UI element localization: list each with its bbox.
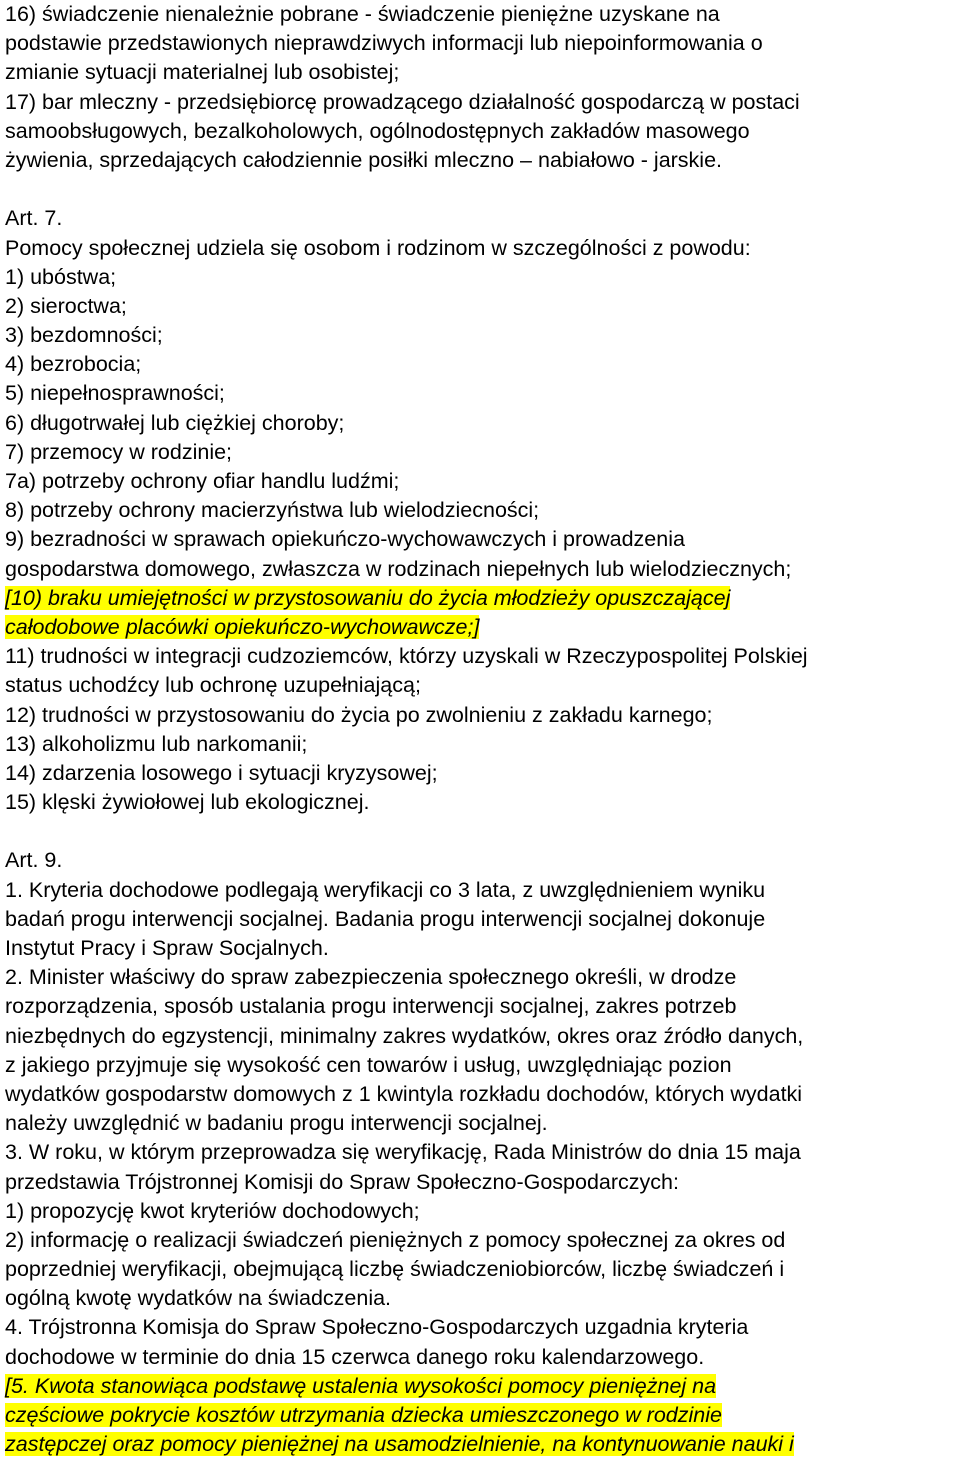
article-heading: Art. 7. xyxy=(5,206,63,231)
text-line: ogólną kwotę wydatków na świadczenia. xyxy=(5,1286,392,1311)
highlighted-text-line xyxy=(5,584,955,613)
highlighted-text-line xyxy=(5,1372,955,1401)
text-line: żywienia, sprzedających całodziennie posiłki mleczno – nabiałowo - jarskie. xyxy=(5,147,723,172)
list-item: 7) przemocy w rodzinie; xyxy=(5,439,233,464)
text-line: podstawie przedstawionych nieprawdziwych informacji lub niepoinformowania o xyxy=(5,31,763,56)
highlighted-text-line xyxy=(5,613,955,642)
list-item: 7a) potrzeby ochrony ofiar handlu ludźmi; xyxy=(5,469,400,493)
list-item: 3) bezdomności; xyxy=(5,323,163,348)
text-line: 2) informację o realizacji świadczeń pieniężnych z pomocy społecznej za okres od xyxy=(5,1227,786,1252)
text-line: 3. W roku, w którym przeprowadza się weryfikację, Rada Ministrów do dnia 15 maja xyxy=(5,1140,801,1165)
text-line: badań progu interwencji socjalnej. Badania progu interwencji socjalnej dokonuje xyxy=(5,906,766,931)
list-item: 2) sieroctwa; xyxy=(5,293,127,318)
list-item: 9) bezradności w sprawach opiekuńczo-wychowawczych i prowadzenia xyxy=(5,527,685,552)
text-line: 1) propozycję kwot kryteriów dochodowych; xyxy=(5,1198,420,1223)
highlighted-text-line xyxy=(5,1401,955,1430)
paragraph-gap xyxy=(5,817,955,846)
list-item: 15) klęski żywiołowej lub ekologicznej. xyxy=(5,790,370,815)
text-line: dochodowe w terminie do dnia 15 czerwca danego roku kalendarzowego. xyxy=(5,1344,705,1369)
paragraph-gap xyxy=(5,175,955,204)
text-line: z jakiego przyjmuje się wysokość cen towarów i usług, uwzględniając pozion xyxy=(5,1052,732,1077)
text-line: przedstawia Trójstronnej Komisji do Spraw Społeczno-Gospodarczych: xyxy=(5,1169,679,1194)
highlight-mark: zastępczej oraz pomocy pieniężnej na usamodzielnienie, na kontynuowanie nauki i xyxy=(5,1432,794,1457)
article-intro: Pomocy społecznej udziela się osobom i rodzinom w szczególności z powodu: xyxy=(5,235,751,260)
list-item: 1) ubóstwa; xyxy=(5,264,117,289)
list-item: 12) trudności w przystosowaniu do życia po zwolnieniu z zakładu karnego; xyxy=(5,702,713,727)
text-line: zmianie sytuacji materialnej lub osobistej; xyxy=(5,60,400,85)
text-line: 4. Trójstronna Komisja do Spraw Społeczno-Gospodarczych uzgadnia kryteria xyxy=(5,1315,749,1340)
highlight-mark: całodobowe placówki opiekuńczo-wychowawcze;] xyxy=(5,614,480,639)
text-line: wydatków gospodarstw domowych z 1 kwintyla rozkładu dochodów, których wydatki xyxy=(5,1081,803,1106)
article-9 xyxy=(5,846,955,1459)
article-7 xyxy=(5,204,955,817)
highlight-mark: [10) braku umiejętności w przystosowaniu do życia młodzieży opuszczającej xyxy=(5,585,731,610)
list-item: 8) potrzeby ochrony macierzyństwa lub wielodziecności; xyxy=(5,498,540,523)
list-item: 13) alkoholizmu lub narkomanii; xyxy=(5,731,308,756)
list-item: gospodarstwa domowego, zwłaszcza w rodzinach niepełnych lub wielodziecznych; xyxy=(5,556,792,581)
list-item: 11) trudności w integracji cudzoziemców, którzy uzyskali w Rzeczypospolitej Polskiej xyxy=(5,644,808,669)
highlighted-text-line xyxy=(5,1430,955,1459)
list-item: 6) długotrwałej lub ciężkiej choroby; xyxy=(5,410,345,435)
text-line: 2. Minister właściwy do spraw zabezpieczenia społecznego określi, w drodze xyxy=(5,965,737,990)
text-line: rozporządzenia, sposób ustalania progu interwencji socjalnej, zakres potrzeb xyxy=(5,994,737,1019)
text-line: niezbędnych do egzystencji, minimalny zakres wydatków, okres oraz źródło danych, xyxy=(5,1023,804,1048)
highlight-mark: [5. Kwota stanowiąca podstawę ustalenia wysokości pomocy pieniężnej na xyxy=(5,1373,717,1398)
text-line: 17) bar mleczny - przedsiębiorcę prowadzącego działalność gospodarczą w postaci xyxy=(5,89,800,114)
text-line: 16) świadczenie nienależnie pobrane - świadczenie pieniężne uzyskane na xyxy=(5,2,720,26)
text-line: samoobsługowych, bezalkoholowych, ogólnodostępnych zakładów masowego xyxy=(5,118,750,143)
list-item: 5) niepełnosprawności; xyxy=(5,381,225,406)
text-line: poprzedniej weryfikacji, obejmującą liczbę świadczeniobiorców, liczbę świadczeń i xyxy=(5,1257,785,1282)
text-line: Instytut Pracy i Spraw Socjalnych. xyxy=(5,936,329,960)
highlight-mark: częściowe pokrycie kosztów utrzymania dziecka umieszczonego w rodzinie xyxy=(5,1403,722,1427)
text-line: 1. Kryteria dochodowe podlegają weryfikacji co 3 lata, z uwzględnieniem wyniku xyxy=(5,877,766,902)
text-line: należy uwzględnić w badaniu progu interwencji socjalnej. xyxy=(5,1111,548,1136)
list-item: 14) zdarzenia losowego i sytuacji kryzysowej; xyxy=(5,760,438,785)
definitions-block xyxy=(5,0,955,175)
article-heading: Art. 9. xyxy=(5,848,63,873)
list-item: 4) bezrobocia; xyxy=(5,352,142,377)
list-item: status uchodźcy lub ochronę uzupełniającą; xyxy=(5,673,421,698)
